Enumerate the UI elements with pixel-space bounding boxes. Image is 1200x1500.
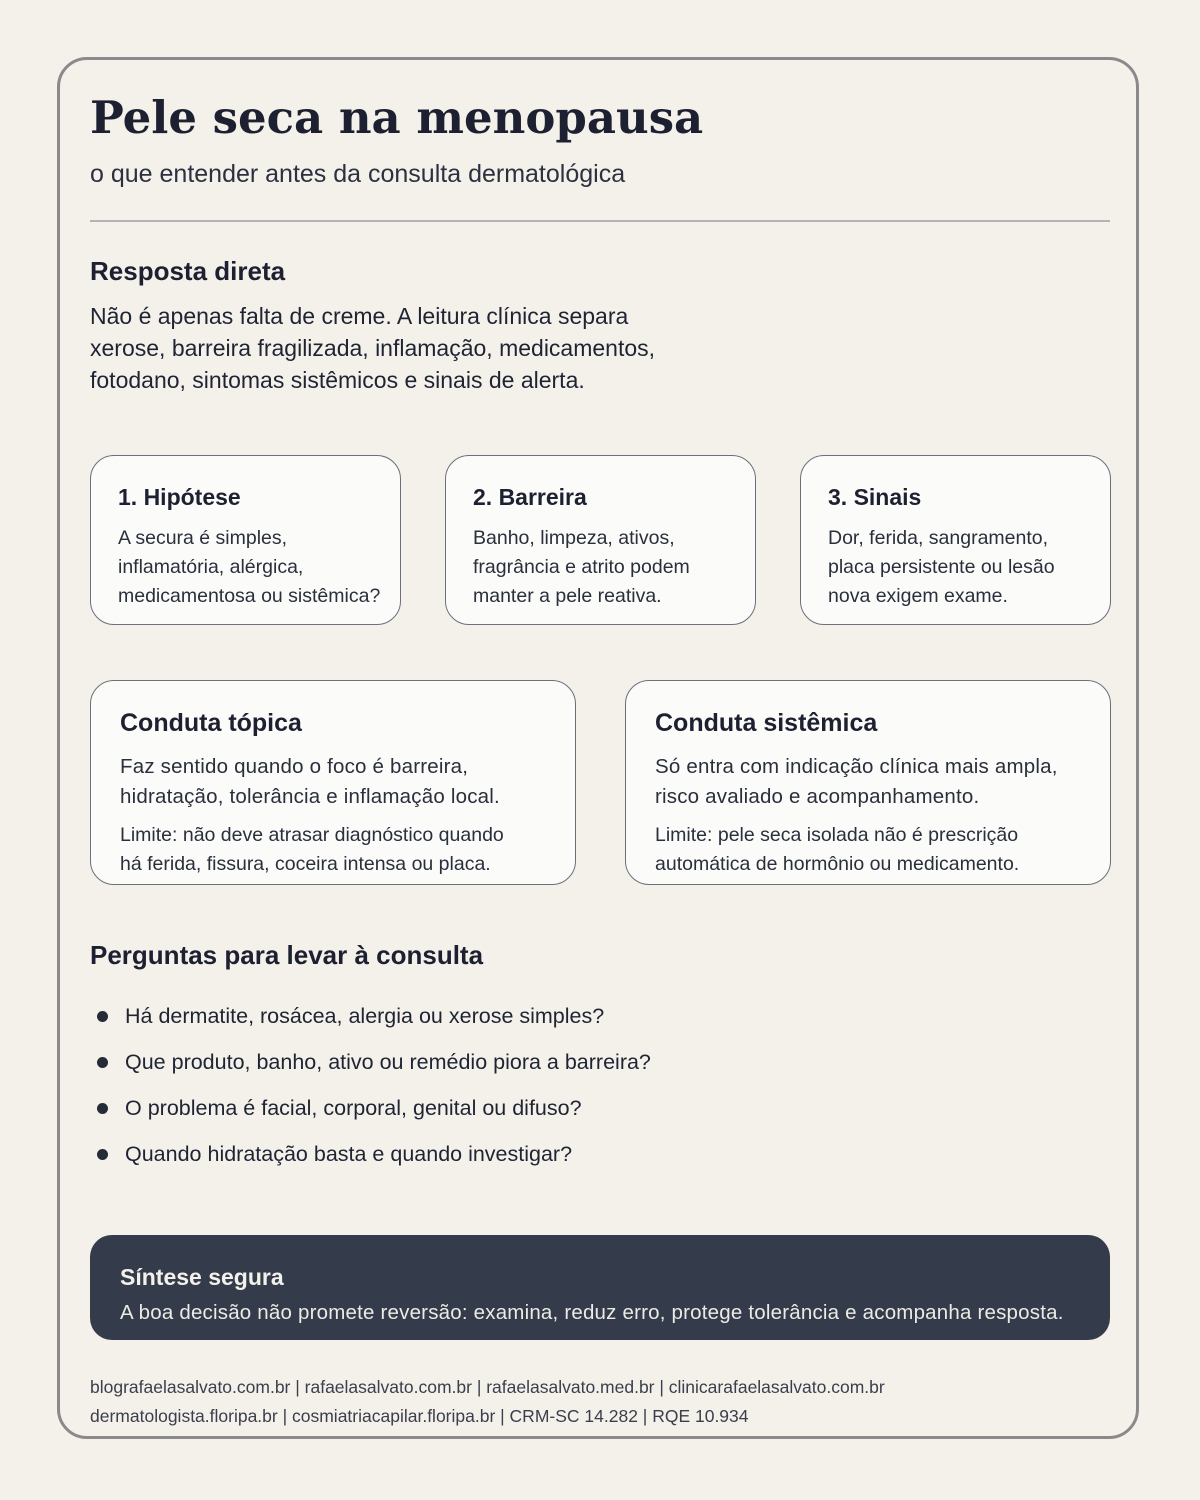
answer-line: Não é apenas falta de creme. A leitura clínica separa — [90, 303, 629, 329]
conduct-card-line: hidratação, tolerância e inflamação local. — [120, 785, 500, 808]
step-card-text — [473, 524, 690, 611]
conduct-card-text — [655, 752, 1058, 812]
step-card-signs — [800, 455, 1111, 625]
footer — [90, 1373, 885, 1431]
step-card-line: nova exigem exame. — [828, 585, 1008, 607]
step-card-title: 1. Hipótese — [118, 484, 241, 510]
step-card-text — [118, 524, 380, 611]
conduct-card-limit — [655, 821, 1019, 879]
step-card-line: medicamentosa ou sistêmica? — [118, 585, 381, 607]
bullet-icon — [97, 1011, 108, 1022]
step-card-hypothesis — [90, 455, 401, 625]
synthesis-text: A boa decisão não promete reversão: examina, reduz erro, protege tolerância e acompanha resposta. — [120, 1301, 1064, 1324]
list-item — [90, 1042, 651, 1088]
questions-heading: Perguntas para levar à consulta — [90, 940, 484, 970]
conduct-card-line: risco avaliado e acompanhamento. — [655, 785, 980, 808]
page-subtitle: o que entender antes da consulta dermatológica — [90, 160, 626, 188]
conduct-limit-line: Limite: pele seca isolada não é prescrição — [655, 824, 1019, 846]
conduct-card-text — [120, 752, 500, 812]
conduct-card-line: Só entra com indicação clínica mais ampla, — [655, 755, 1058, 778]
question-text: O problema é facial, corporal, genital ou difuso? — [125, 1096, 582, 1120]
bullet-icon — [97, 1149, 108, 1160]
conduct-card-limit — [120, 821, 504, 879]
step-card-line: manter a pele reativa. — [473, 585, 662, 607]
answer-line: fotodano, sintomas sistêmicos e sinais de alerta. — [90, 367, 585, 393]
step-card-line: placa persistente ou lesão — [828, 556, 1055, 578]
footer-line-credentials: dermatologista.floripa.br | cosmiatriacapilar.floripa.br | CRM-SC 14.282 | RQE 10.934 — [90, 1406, 749, 1426]
conduct-card-line: Faz sentido quando o foco é barreira, — [120, 755, 469, 778]
step-card-barrier — [445, 455, 756, 625]
bullet-icon — [97, 1057, 108, 1068]
conduct-card-systemic — [625, 680, 1111, 885]
conduct-card-title: Conduta tópica — [120, 709, 302, 737]
synthesis-box — [90, 1235, 1110, 1340]
footer-line-sites: blografaelasalvato.com.br | rafaelasalvato.com.br | rafaelasalvato.med.br | clinicarafaelasalvato.com.br — [90, 1377, 885, 1397]
answer-line: xerose, barreira fragilizada, inflamação, medicamentos, — [90, 335, 656, 361]
list-item — [90, 1134, 651, 1180]
bullet-icon — [97, 1103, 108, 1114]
step-card-title: 3. Sinais — [828, 484, 922, 510]
synthesis-title: Síntese segura — [120, 1264, 284, 1290]
list-item — [90, 1088, 651, 1134]
step-card-line: A secura é simples, — [118, 527, 288, 549]
step-card-line: Dor, ferida, sangramento, — [828, 527, 1049, 549]
list-item — [90, 996, 651, 1042]
conduct-card-topical — [90, 680, 576, 885]
step-card-line: fragrância e atrito podem — [473, 556, 690, 578]
conduct-limit-line: automática de hormônio ou medicamento. — [655, 853, 1020, 875]
step-card-title: 2. Barreira — [473, 484, 587, 510]
conduct-card-title: Conduta sistêmica — [655, 709, 878, 737]
questions-list — [90, 996, 651, 1180]
step-card-line: inflamatória, alérgica, — [118, 556, 304, 578]
question-text: Que produto, banho, ativo ou remédio piora a barreira? — [125, 1050, 651, 1074]
answer-heading: Resposta direta — [90, 256, 286, 286]
answer-paragraph — [90, 300, 690, 396]
conduct-limit-line: há ferida, fissura, coceira intensa ou placa. — [120, 853, 491, 875]
step-card-line: Banho, limpeza, ativos, — [473, 527, 675, 549]
step-card-text — [828, 524, 1055, 611]
conduct-limit-line: Limite: não deve atrasar diagnóstico quando — [120, 824, 504, 846]
question-text: Quando hidratação basta e quando investigar? — [125, 1142, 573, 1166]
header-divider — [90, 220, 1110, 222]
question-text: Há dermatite, rosácea, alergia ou xerose simples? — [125, 1004, 605, 1028]
page-title: Pele seca na menopausa — [90, 91, 704, 144]
